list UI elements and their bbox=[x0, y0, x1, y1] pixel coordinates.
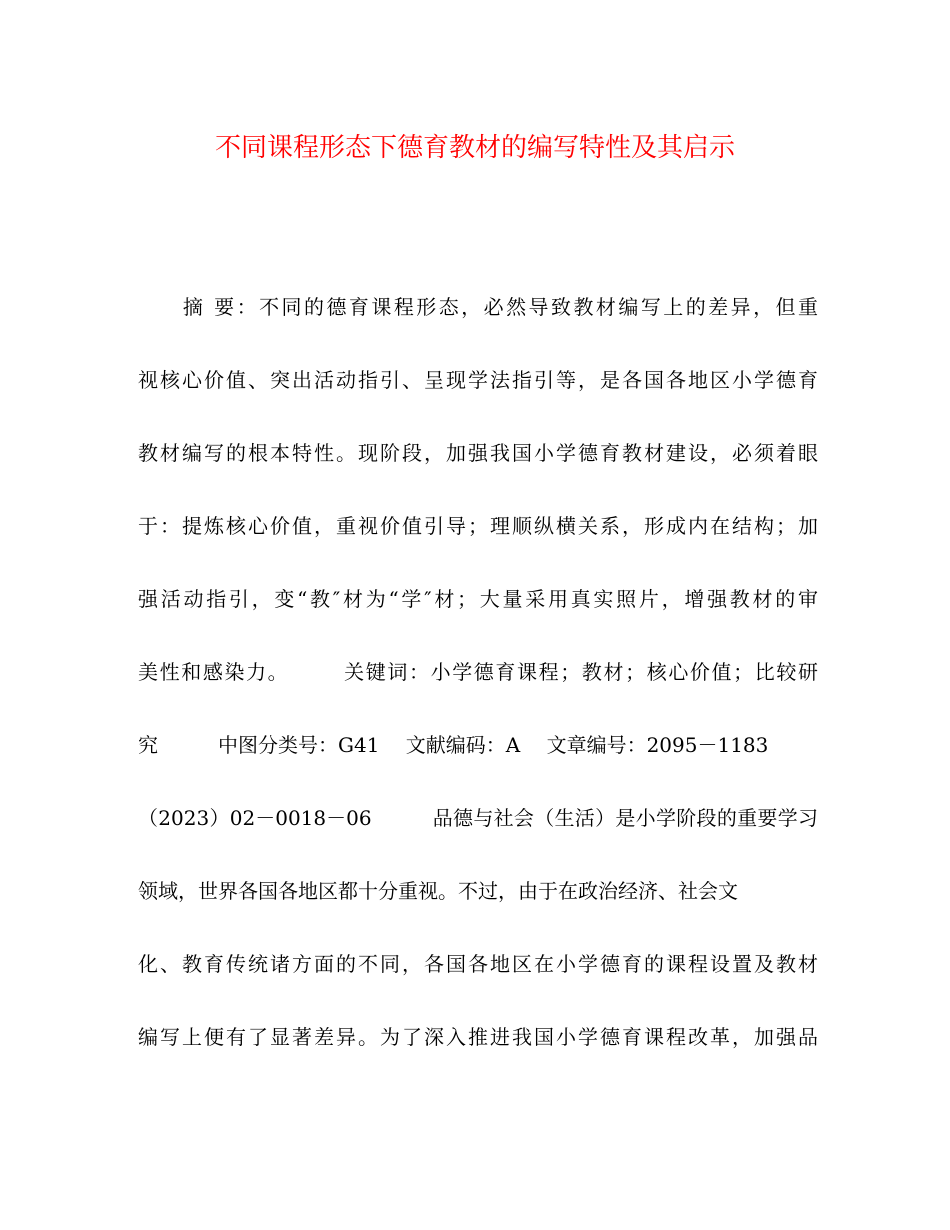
document-title: 不同课程形态下德育教材的编写特性及其启示 bbox=[214, 133, 735, 163]
body-line: （2023）02－0018－06 品德与社会（生活）是小学阶段的重要学习 bbox=[138, 806, 818, 830]
body-line: 美性和感染力。 关键词：小学德育课程；教材；核心价值；比较研 bbox=[138, 660, 818, 684]
body-line: 究 中图分类号：G41 文献编码：A 文章编号：2095－1183 bbox=[138, 733, 769, 757]
body-line: 教材编写的根本特性。现阶段，加强我国小学德育教材建设，必须着眼 bbox=[138, 441, 818, 465]
body-line: 视核心价值、突出活动指引、呈现学法指引等，是各国各地区小学德育 bbox=[138, 368, 818, 392]
document-body bbox=[138, 285, 818, 1088]
body-line: 于：提炼核心价值，重视价值引导；理顺纵横关系，形成内在结构；加 bbox=[138, 514, 818, 538]
body-line: 摘 要：不同的德育课程形态，必然导致教材编写上的差异，但重 bbox=[138, 295, 818, 319]
body-line: 领域，世界各国各地区都十分重视。不过，由于在政治经济、社会文 bbox=[138, 879, 738, 903]
body-line: 强活动指引，变“教″材为“学″材；大量采用真实照片，增强教材的审 bbox=[138, 587, 818, 611]
body-line: 编写上便有了显著差异。为了深入推进我国小学德育课程改革，加强品 bbox=[138, 1025, 818, 1049]
body-line: 化、教育传统诸方面的不同，各国各地区在小学德育的课程设置及教材 bbox=[138, 952, 818, 976]
